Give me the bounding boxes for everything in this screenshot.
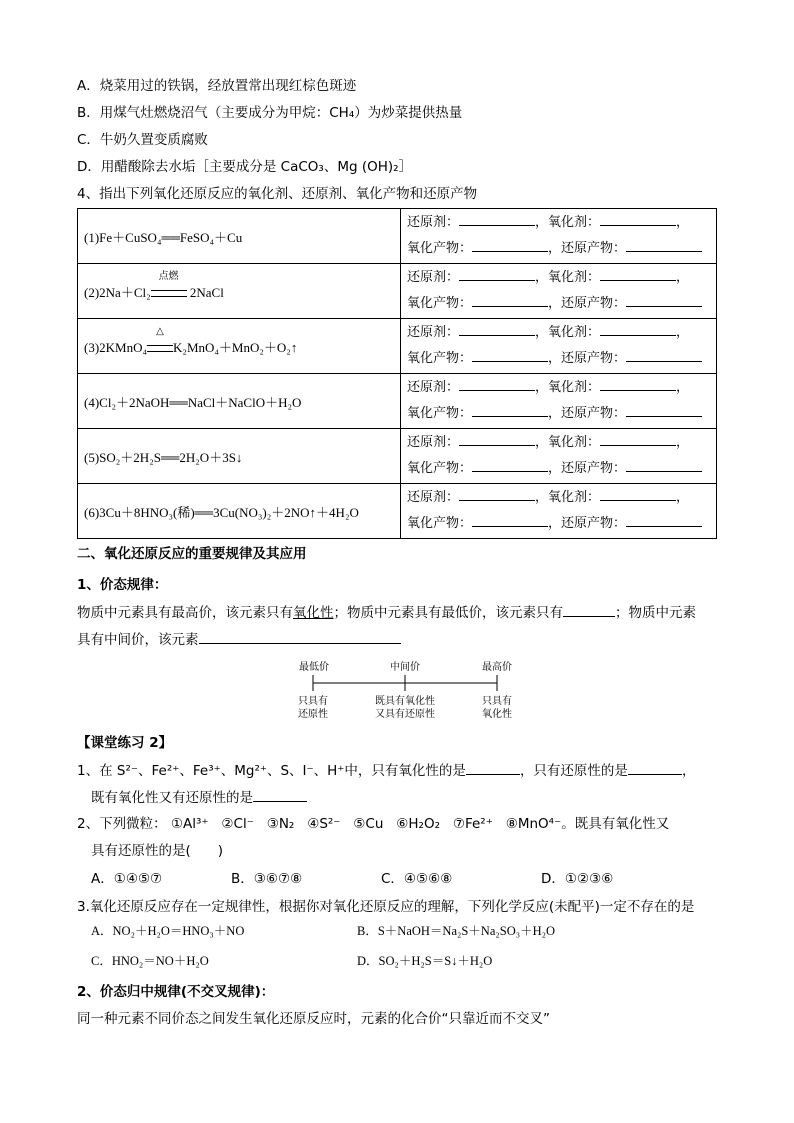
equation-1: (1)Fe＋CuSO₄══FeSO₄＋Cu [78,209,401,264]
practice-q2-line-2: 具有还原性的是( ) [91,843,224,859]
middle-valence-label: 中间价 [390,662,420,673]
red-product-label: 还原产物： [561,241,627,256]
red-product-blank[interactable] [626,512,702,527]
rule-2-title: 2、价态归中规律(不交叉规律)： [77,984,275,1000]
red-product-blank[interactable] [626,402,702,417]
option-button[interactable]: C．HNO₂＝NO＋H₂O [91,954,209,968]
ox-product-blank[interactable] [472,237,548,252]
option-c: C．牛奶久置变质腐败 [77,132,208,148]
answer-cell: 还原剂： ，氧化剂： ， 氧化产物： ，还原产物： [401,484,717,539]
reaction-table [77,208,717,539]
rule-2-text: 同一种元素不同价态之间发生氧化还原反应时，元素的化合价“只靠近而不交叉” [77,1011,550,1027]
highest-valence-label: 最高价 [482,662,512,673]
highest-valence-desc: 只具有 氧化性 [482,696,512,720]
answer-blank[interactable] [253,787,307,802]
answer-blank[interactable] [628,760,682,775]
answer-cell: 还原剂： ，氧化剂： ， 氧化产物： ，还原产物： [401,209,717,264]
option-button[interactable]: C．④⑤⑥⑧ [381,871,453,887]
reducer-label: 还原剂： [407,215,460,230]
ox-product-blank[interactable] [472,512,548,527]
answer-cell: 还原剂： ，氧化剂： ， 氧化产物： ，还原产物： [401,319,717,374]
option-button[interactable]: A．①④⑤⑦ [91,871,163,887]
rule-1-line-2: 具有中间价，该元素 [77,629,401,650]
oxidizer-label: 氧化剂： [548,215,601,230]
practice-q2-line-1: 2、下列微粒： ①Al³⁺ ②Cl⁻ ③N₂ ④S²⁻ ⑤Cu ⑥H₂O₂ ⑦Fe²⁺ ⑧MnO⁴⁻。既具有氧化性又 [77,816,670,832]
lowest-valence-label: 最低价 [299,662,329,673]
reducer-blank[interactable] [459,211,535,226]
reaction-condition: △ [147,340,173,356]
option-button[interactable]: A．NO₂＋H₂O＝HNO₃＋NO [91,924,245,938]
ox-product-blank[interactable] [472,457,548,472]
ox-product-blank[interactable] [472,347,548,362]
option-b: B．用煤气灶燃烧沼气（主要成分为甲烷：CH₄）为炒菜提供热量 [77,105,463,121]
table-row [78,209,717,264]
oxidizer-blank[interactable] [600,321,676,336]
section-heading: 二、氧化还原反应的重要规律及其应用 [77,546,307,562]
option-button[interactable]: B．③⑥⑦⑧ [231,871,303,887]
answer-cell: 还原剂： ，氧化剂： ， 氧化产物： ，还原产物： [401,374,717,429]
ox-product-blank[interactable] [472,402,548,417]
red-product-blank[interactable] [626,237,702,252]
red-product-blank[interactable] [626,347,702,362]
reducer-blank[interactable] [459,321,535,336]
oxidizer-blank[interactable] [600,431,676,446]
table-row [78,319,717,374]
reducer-blank[interactable] [459,486,535,501]
answer-blank[interactable] [466,760,520,775]
table-row [78,374,717,429]
equation-3: (3)2KMnO₄ △ K₂MnO₄＋MnO₂＋O₂↑ [78,319,401,374]
practice-heading: 【课堂练习 2】 [77,735,173,751]
red-product-blank[interactable] [626,292,702,307]
table-row [78,429,717,484]
oxidizer-blank[interactable] [600,266,676,281]
table-row [78,484,717,539]
practice-q1-line-1: 1、在 S²⁻、Fe²⁺、Fe³⁺、Mg²⁺、S、I⁻、H⁺中，只有氧化性的是 ，只有还原性的是 ， [77,760,695,781]
option-button[interactable]: B．S＋NaOH＝Na₂S＋Na₂SO₃＋H₂O [357,924,555,938]
answer-blank[interactable] [563,602,615,617]
rule-1-line-1: 物质中元素具有最高价，该元素只有氧化性；物质中元素具有最低价，该元素只有 ；物质中元素 [77,602,696,623]
reducer-blank[interactable] [459,376,535,391]
reducer-blank[interactable] [459,431,535,446]
option-button[interactable]: D．①②③⑥ [541,871,614,887]
oxidizer-blank[interactable] [600,376,676,391]
table-row [78,264,717,319]
oxidizer-blank[interactable] [600,211,676,226]
option-button[interactable]: D．SO₂＋H₂S＝S↓＋H₂O [357,954,493,968]
practice-q2-options [91,869,613,889]
answer-cell: 还原剂： ，氧化剂： ， 氧化产物： ，还原产物： [401,264,717,319]
question-4-title: 4、指出下列氧化还原反应的氧化剂、还原剂、氧化产物和还原产物 [77,186,478,202]
reaction-condition: 点燃 [151,285,187,301]
equation-4: (4)Cl₂＋2NaOH══NaCl＋NaClO＋H₂O [78,374,401,429]
oxidizer-blank[interactable] [600,486,676,501]
option-a: A．烧菜用过的铁锅，经放置常出现红棕色斑迹 [77,78,357,94]
answer-cell: 还原剂： ，氧化剂： ， 氧化产物： ，还原产物： [401,429,717,484]
middle-valence-desc: 既具有氧化性 又具有还原性 [375,696,435,720]
equation-2: (2)2Na＋Cl₂ 点燃 2NaCl [78,264,401,319]
equation-6: (6)3Cu＋8HNO₃(稀)══3Cu(NO₃)₂＋2NO↑＋4H₂O [78,484,401,539]
practice-q3-text: 3.氧化还原反应存在一定规律性，根据你对氧化还原反应的理解，下列化学反应(未配平)一定不存在的是 [77,899,695,915]
lowest-valence-desc: 只具有 还原性 [298,696,328,720]
equation-5: (5)SO₂＋2H₂S══2H₂O＋3S↓ [78,429,401,484]
rule-1-title: 1、价态规律： [77,577,168,593]
practice-q3-options-row-2 [91,951,492,971]
ox-product-blank[interactable] [472,292,548,307]
practice-q3-options-row-1 [91,921,555,941]
red-product-blank[interactable] [626,457,702,472]
answer-blank[interactable] [199,629,401,644]
reducer-blank[interactable] [459,266,535,281]
option-d: D．用醋酸除去水垢［主要成分是 CaCO₃、Mg (OH)₂］ [77,159,413,175]
practice-q1-line-2: 既有氧化性又有还原性的是 [91,787,307,808]
ox-product-label: 氧化产物： [407,241,473,256]
